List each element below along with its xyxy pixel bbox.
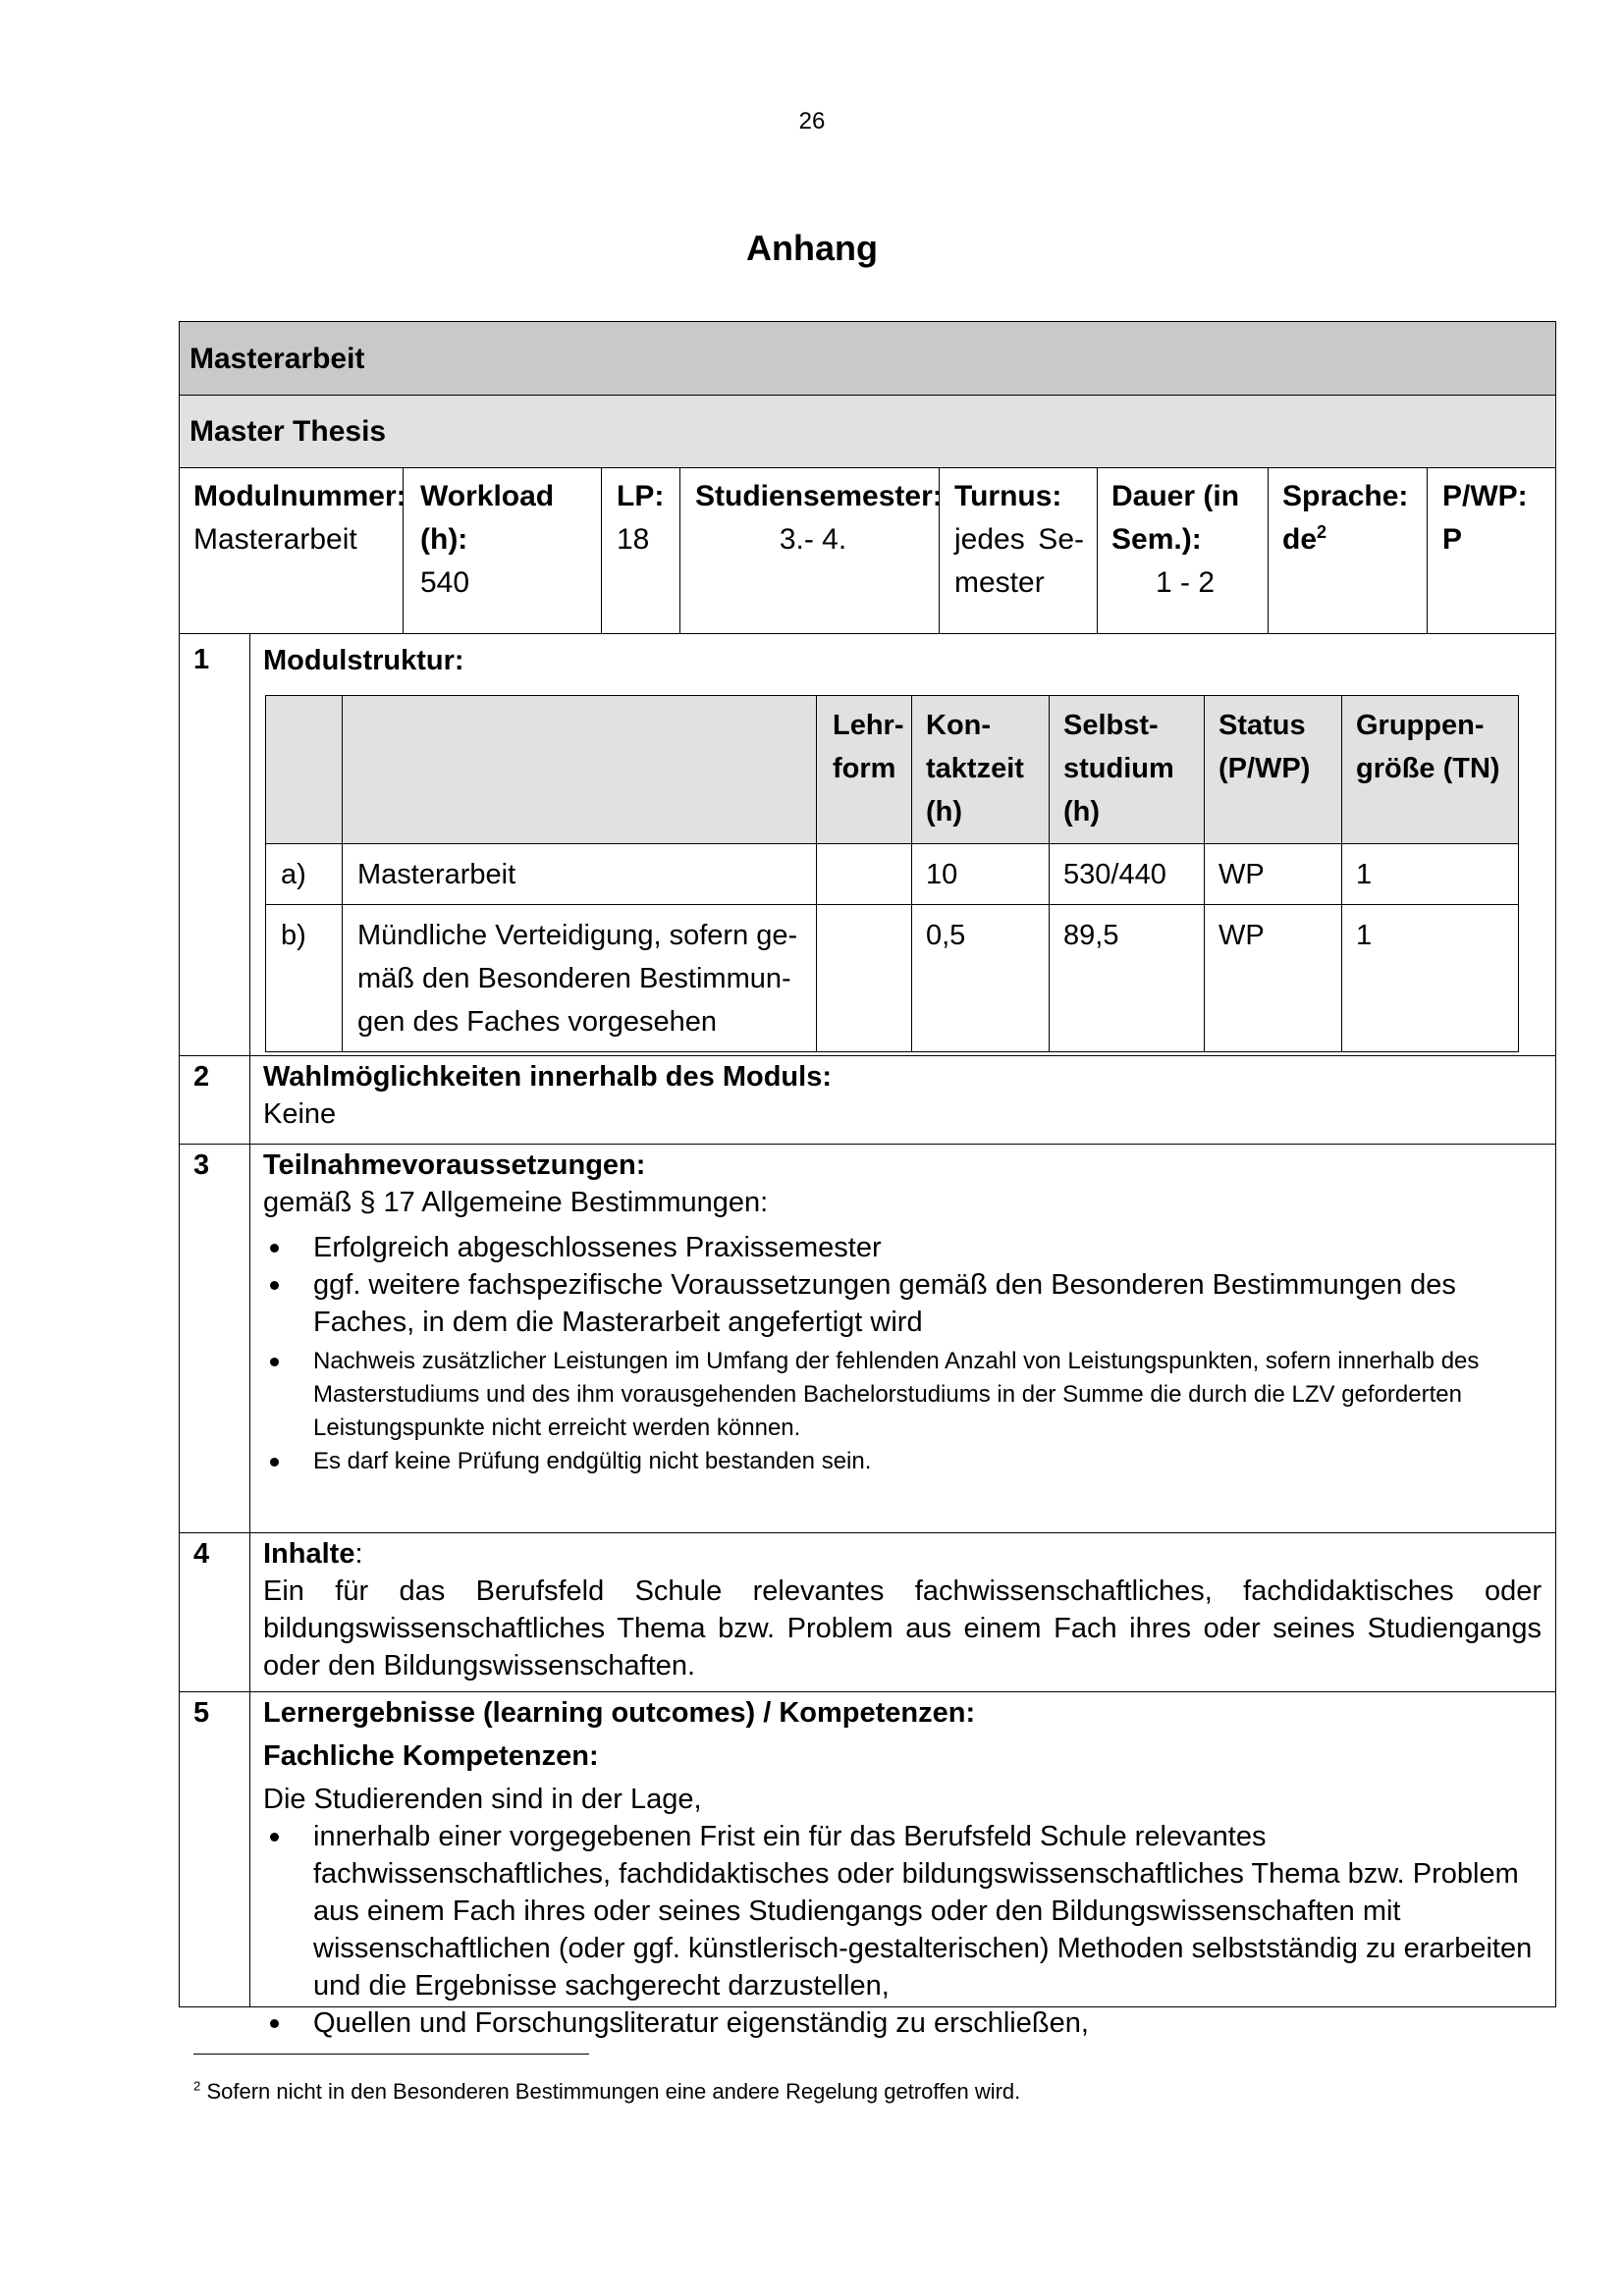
- section-4-number: 4: [193, 1538, 210, 1570]
- section-3-bullet: ggf. weitere fachspezifische Voraussetzungen gemäß den Besonderen Bestimmungen des Faches, in dem die Masterarbeit angefertigt wird: [263, 1266, 1540, 1341]
- section-3-small-bullet: Es darf keine Prüfung endgültig nicht bestanden sein.: [263, 1445, 1540, 1478]
- section-5-bullet: innerhalb einer vorgegebenen Frist ein für das Berufsfeld Schule relevantes fachwissenschaftliches, fachdidaktisches oder bildungswissenschaftliches Thema bzw. Problem aus einem Fach ihres oder seines Studiengangs oder den Bildungswissenschaften mit wissenschaftlichen (oder ggf. künstlerisch-gestalterischen) Methoden selbstständig zu erarbeiten und die Ergebnisse sachgerecht darzustellen,: [263, 1818, 1540, 2004]
- section-3-intro: gemäß § 17 Allgemeine Bestimmungen:: [263, 1187, 769, 1218]
- section-5-heading: Lernergebnisse (learning outcomes) / Kompetenzen:: [263, 1697, 976, 1729]
- turnus-value-2: mester: [954, 566, 1045, 599]
- section-5-number: 5: [193, 1697, 210, 1729]
- row-b-kontaktzeit: 0,5: [926, 920, 966, 951]
- footnote: [193, 2079, 1020, 2105]
- row-b-title: Mündliche Verteidigung, sofern ge- mäß den Besonderen Bestimmun- gen des Faches vorgesehen: [357, 920, 798, 1038]
- section-5-intro: Die Studierenden sind in der Lage,: [263, 1784, 702, 1815]
- turnus-cell: [954, 475, 1084, 605]
- section-3-bullet: Erfolgreich abgeschlossenes Praxissemester: [263, 1229, 1540, 1266]
- dauer-label-1: Dauer (in: [1111, 480, 1240, 512]
- section-4-text: Ein für das Berufsfeld Schule relevantes fachwissenschaftliches, fachdidaktisches oder bildungswissenschaftliches Thema bzw. Problem aus einem Fach ihres oder seines Studiengangs oder den Bildungswissenschaften.: [263, 1575, 1542, 1682]
- section-1-heading: Modulstruktur:: [263, 645, 464, 676]
- row-b-gruppengroesse: 1: [1356, 920, 1373, 951]
- section-3-number: 3: [193, 1149, 210, 1181]
- col-selbststudium-header: Selbst- studium (h): [1063, 710, 1174, 828]
- modulnummer-value: Masterarbeit: [193, 523, 357, 556]
- col-status-header: Status (P/WP): [1218, 710, 1311, 784]
- pwp-cell: [1442, 475, 1528, 561]
- pwp-value: P: [1442, 523, 1463, 556]
- dauer-value: 1 - 2: [1155, 566, 1216, 599]
- footnote-text: Sofern nicht in den Besonderen Bestimmungen eine andere Regelung getroffen wird.: [206, 2079, 1021, 2104]
- sprache-footnote-ref: 2: [1317, 522, 1327, 542]
- studiensemester-cell: [695, 475, 943, 561]
- section-1: [263, 642, 464, 679]
- row-b-label: b): [281, 920, 306, 951]
- pwp-label: P/WP:: [1442, 480, 1528, 512]
- dauer-cell: [1111, 475, 1259, 605]
- section-2-text: Keine: [263, 1098, 337, 1130]
- module-title-de: Masterarbeit: [179, 321, 1556, 396]
- row-a-selbststudium: 530/440: [1063, 859, 1166, 890]
- row-b-selbststudium: 89,5: [1063, 920, 1119, 951]
- module-structure-table: [265, 695, 1519, 1052]
- section-2-heading: Wahlmöglichkeiten innerhalb des Moduls:: [263, 1061, 832, 1093]
- workload-value: 540: [420, 566, 470, 599]
- col-lehrform-header: Lehr- form: [833, 710, 904, 784]
- row-a-status: WP: [1218, 859, 1265, 890]
- section-2-number: 2: [193, 1061, 210, 1093]
- section-4-heading-colon: :: [354, 1538, 363, 1570]
- row-a-kontaktzeit: 10: [926, 859, 958, 890]
- modulnummer-label: Modulnummer:: [193, 480, 406, 512]
- row-a-label: a): [281, 859, 306, 890]
- col-gruppengroesse-header: Gruppen- größe (TN): [1356, 710, 1500, 784]
- section-3-heading: Teilnahmevoraussetzungen:: [263, 1149, 646, 1181]
- lp-cell: [617, 475, 664, 561]
- section-4: [263, 1535, 1542, 1684]
- footnote-marker: 2: [193, 2078, 201, 2094]
- module-title-en: Master Thesis: [179, 396, 1556, 468]
- col-kontaktzeit-header: Kon- taktzeit (h): [926, 710, 1024, 828]
- section-3-small-bullet: Nachweis zusätzlicher Leistungen im Umfang der fehlenden Anzahl von Leistungspunkten, sofern innerhalb des Masterstudiums und des ihm vorausgehenden Bachelorstudiums in der Summe die durch die LZV geforderten Leistungspunkte nicht erreicht werden können.: [263, 1345, 1540, 1445]
- lp-label: LP:: [617, 480, 665, 512]
- section-4-heading: Inhalte: [263, 1538, 355, 1570]
- section-5-subheading: Fachliche Kompetenzen:: [263, 1740, 599, 1772]
- module-info-row: [179, 468, 1556, 633]
- page-title: Anhang: [746, 228, 878, 268]
- studiensemester-value: 3.- 4.: [779, 523, 847, 556]
- row-a-gruppengroesse: 1: [1356, 859, 1373, 890]
- section-5: [263, 1694, 1540, 2042]
- studiensemester-label: Studiensemester:: [695, 480, 943, 512]
- section-3: [263, 1147, 1540, 1478]
- workload-label-1: Workload: [420, 480, 555, 512]
- dauer-label-2: Sem.):: [1111, 523, 1202, 556]
- section-2: [263, 1058, 832, 1133]
- row-b-status: WP: [1218, 920, 1265, 951]
- footnote-separator: [193, 2054, 589, 2055]
- section-5-bullet: Quellen und Forschungsliteratur eigenständig zu erschließen,: [263, 2004, 1540, 2042]
- modulnummer-cell: [193, 475, 406, 561]
- turnus-value-1: jedes Se-: [954, 523, 1084, 556]
- sprache-value: de: [1282, 523, 1318, 556]
- sprache-cell: [1282, 475, 1408, 561]
- turnus-label: Turnus:: [954, 480, 1062, 512]
- workload-label-2: (h):: [420, 523, 468, 556]
- workload-cell: [420, 475, 554, 605]
- section-1-number: 1: [193, 644, 210, 675]
- page-number: 26: [798, 108, 826, 134]
- sprache-label: Sprache:: [1282, 480, 1409, 512]
- row-a-title: Masterarbeit: [357, 859, 516, 890]
- lp-value: 18: [617, 523, 650, 556]
